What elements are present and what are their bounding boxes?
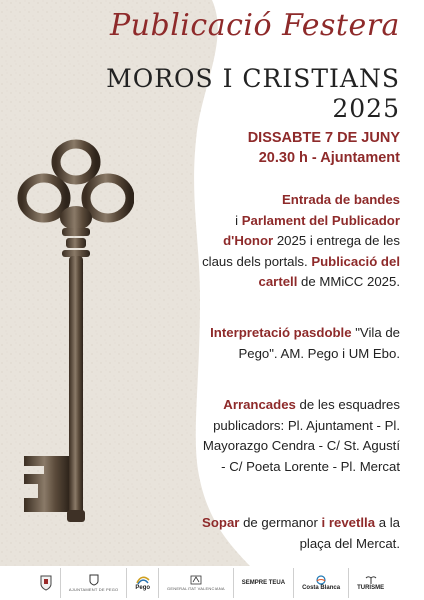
- turisme-logo: [348, 568, 392, 598]
- generalitat-label: GENERALITAT VALENCIANA: [167, 586, 225, 591]
- highlight-entrada: Entrada de bandes: [282, 192, 400, 207]
- text-germanor: de germanor: [243, 515, 318, 530]
- event-time: 20.30 h - Ajuntament: [258, 150, 400, 166]
- crest-icon: [32, 568, 60, 598]
- script-title: Publicació Festera: [110, 8, 400, 43]
- program-block-pasdoble: [200, 323, 400, 364]
- turisme-label: TURISME: [357, 585, 385, 591]
- text-connector: i: [235, 212, 239, 228]
- text-placa: a la plaça del Mercat.: [299, 515, 400, 551]
- text-route: de les esquadres publicadors: Pl. Ajuntament - Pl. Mayorazgo Cendra - C/ St. Agustí - C/ Poeta Lorente - Pl. Mercat: [202, 397, 400, 474]
- ajuntament-label: AJUNTAMENT DE PEGO: [68, 587, 119, 592]
- pego-logo: [126, 568, 158, 598]
- main-title: MOROS I CRISTIANS: [106, 64, 400, 93]
- highlight-arrancades: Arrancades: [223, 397, 296, 412]
- program-block-sopar: [200, 513, 400, 554]
- highlight-parlament: Parlament del Publicador d'Honor: [223, 212, 400, 248]
- costa-blanca-label: Costa Blanca: [302, 585, 341, 591]
- ajuntament-logo: [60, 568, 126, 598]
- sempre-teua-label: SEMPRE TEUA: [241, 580, 286, 586]
- highlight-revetlla: i revetlla: [321, 515, 376, 530]
- program-block-bandes: [200, 190, 400, 293]
- sponsor-footer: [0, 566, 424, 600]
- highlight-sopar: Sopar: [202, 515, 240, 530]
- text-pasdoble: "Vila de Pego". AM. Pego i UM Ebo.: [238, 325, 400, 361]
- sempre-teua-logo: [233, 568, 293, 598]
- key-illustration: [14, 128, 134, 558]
- highlight-cartell: Publicació del cartell: [258, 253, 400, 289]
- generalitat-logo: [158, 568, 233, 598]
- pego-label: Pego: [135, 585, 151, 591]
- text-claus: 2025 i entrega de les claus dels portals.: [202, 233, 400, 269]
- text-mmicc: de MMiCC 2025.: [301, 274, 400, 289]
- highlight-pasdoble: Interpretació pasdoble: [210, 325, 352, 340]
- year-title: 2025: [332, 94, 400, 123]
- costa-blanca-logo: [293, 568, 348, 598]
- event-date: DISSABTE 7 DE JUNY: [247, 130, 400, 146]
- program-block-arrancades: [200, 395, 400, 477]
